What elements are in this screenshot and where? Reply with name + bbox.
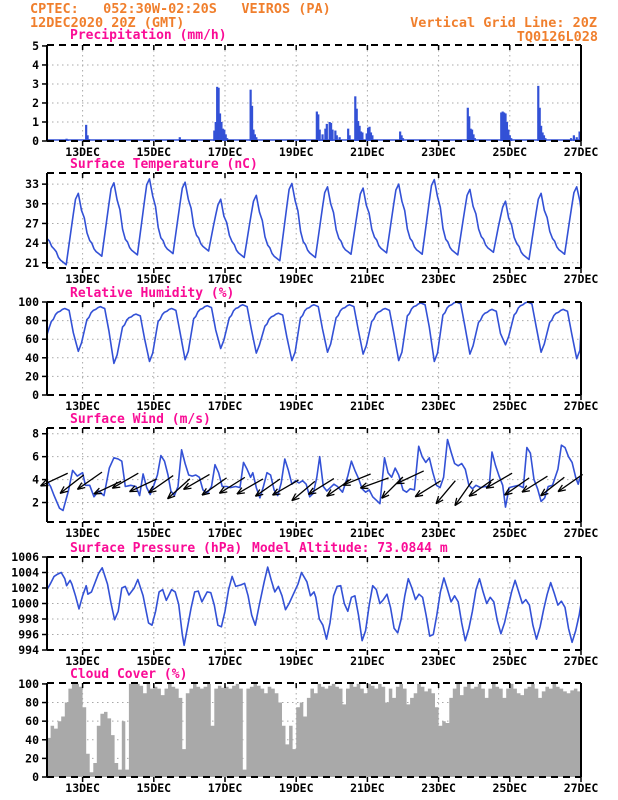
svg-text:27DEC: 27DEC <box>563 272 599 286</box>
pressure-chart <box>11 550 598 668</box>
svg-text:17DEC: 17DEC <box>207 145 243 159</box>
svg-text:996: 996 <box>18 627 39 642</box>
pressure-title: Surface Pressure (hPa) <box>70 541 243 556</box>
svg-text:40: 40 <box>25 732 39 747</box>
svg-text:21DEC: 21DEC <box>350 145 385 159</box>
svg-text:0: 0 <box>32 388 39 402</box>
model-altitude-label: Model Altitude: 73.0844 m <box>252 541 448 556</box>
grid-line-note: Vertical Grid Line: 20Z <box>410 15 597 31</box>
svg-text:21DEC: 21DEC <box>350 781 385 795</box>
humidity-chart <box>18 295 598 413</box>
svg-text:27DEC: 27DEC <box>563 654 599 668</box>
svg-text:4: 4 <box>32 57 39 72</box>
model-run-id: TQ0126L028 <box>516 29 598 45</box>
svg-text:0: 0 <box>32 770 39 784</box>
svg-text:80: 80 <box>25 695 39 710</box>
precipitation-chart <box>32 39 598 159</box>
svg-text:27DEC: 27DEC <box>563 526 599 540</box>
svg-text:25DEC: 25DEC <box>492 399 528 413</box>
svg-text:13DEC: 13DEC <box>65 526 100 540</box>
svg-text:23DEC: 23DEC <box>421 654 456 668</box>
svg-text:1: 1 <box>32 114 39 129</box>
svg-text:2: 2 <box>32 495 39 510</box>
svg-text:27DEC: 27DEC <box>563 399 599 413</box>
svg-text:19DEC: 19DEC <box>278 781 314 795</box>
temperature-chart <box>25 173 598 286</box>
svg-text:40: 40 <box>25 350 39 365</box>
svg-text:23DEC: 23DEC <box>421 145 456 159</box>
svg-text:27: 27 <box>25 216 39 231</box>
svg-text:17DEC: 17DEC <box>207 654 243 668</box>
svg-text:100: 100 <box>18 295 39 309</box>
svg-text:25DEC: 25DEC <box>492 654 528 668</box>
svg-text:23DEC: 23DEC <box>421 272 456 286</box>
svg-text:25DEC: 25DEC <box>492 526 528 540</box>
svg-text:15DEC: 15DEC <box>136 399 172 413</box>
svg-text:19DEC: 19DEC <box>278 145 314 159</box>
svg-text:15DEC: 15DEC <box>136 654 172 668</box>
svg-text:13DEC: 13DEC <box>65 272 100 286</box>
wind-title: Surface Wind (m/s) <box>70 412 211 427</box>
svg-text:1004: 1004 <box>11 565 39 580</box>
svg-text:60: 60 <box>25 332 39 347</box>
svg-text:994: 994 <box>18 643 39 657</box>
svg-text:998: 998 <box>18 612 39 626</box>
svg-text:17DEC: 17DEC <box>207 526 243 540</box>
humidity-title: Relative Humidity (%) <box>70 286 235 301</box>
svg-text:21DEC: 21DEC <box>350 399 385 413</box>
svg-text:19DEC: 19DEC <box>278 272 314 286</box>
svg-text:17DEC: 17DEC <box>207 781 243 795</box>
svg-text:8: 8 <box>32 426 39 441</box>
svg-text:17DEC: 17DEC <box>207 272 243 286</box>
svg-text:19DEC: 19DEC <box>278 526 314 540</box>
svg-text:3: 3 <box>32 76 39 91</box>
svg-text:5: 5 <box>32 38 39 53</box>
svg-text:13DEC: 13DEC <box>65 145 100 159</box>
svg-text:25DEC: 25DEC <box>492 272 528 286</box>
wind-chart <box>32 427 598 540</box>
svg-text:6: 6 <box>32 449 39 464</box>
svg-text:23DEC: 23DEC <box>421 399 456 413</box>
svg-text:4: 4 <box>32 472 39 487</box>
svg-text:21: 21 <box>25 255 39 270</box>
svg-text:2: 2 <box>32 95 39 110</box>
svg-text:60: 60 <box>25 714 39 729</box>
svg-text:25DEC: 25DEC <box>492 781 528 795</box>
svg-text:15DEC: 15DEC <box>136 272 172 286</box>
svg-text:13DEC: 13DEC <box>65 654 100 668</box>
svg-text:27DEC: 27DEC <box>563 145 599 159</box>
svg-text:21DEC: 21DEC <box>350 654 385 668</box>
svg-text:25DEC: 25DEC <box>492 145 528 159</box>
svg-text:15DEC: 15DEC <box>136 145 172 159</box>
temperature-title: Surface Temperature (nC) <box>70 157 258 172</box>
svg-text:80: 80 <box>25 313 39 328</box>
cloud-cover-title: Cloud Cover (%) <box>70 667 188 682</box>
svg-text:1002: 1002 <box>11 581 39 595</box>
svg-text:27DEC: 27DEC <box>563 781 599 795</box>
svg-text:13DEC: 13DEC <box>65 781 100 795</box>
svg-text:1006: 1006 <box>11 550 39 564</box>
svg-text:13DEC: 13DEC <box>65 399 100 413</box>
svg-text:19DEC: 19DEC <box>278 399 314 413</box>
svg-text:100: 100 <box>18 676 39 691</box>
svg-text:23DEC: 23DEC <box>421 781 456 795</box>
cloud-cover-chart <box>18 677 598 795</box>
svg-text:19DEC: 19DEC <box>278 654 314 668</box>
svg-text:20: 20 <box>25 369 39 384</box>
svg-text:30: 30 <box>25 196 39 211</box>
svg-text:33: 33 <box>25 177 39 192</box>
station-header: CPTEC: 052:30W-02:20S VEIROS (PA) <box>30 1 331 17</box>
svg-text:0: 0 <box>32 134 39 148</box>
svg-text:21DEC: 21DEC <box>350 526 385 540</box>
svg-text:24: 24 <box>25 236 39 251</box>
run-datetime: 12DEC2020 20Z (GMT) <box>30 15 185 31</box>
svg-text:23DEC: 23DEC <box>421 526 456 540</box>
svg-text:17DEC: 17DEC <box>207 399 243 413</box>
svg-text:21DEC: 21DEC <box>350 272 385 286</box>
svg-text:15DEC: 15DEC <box>136 781 172 795</box>
svg-text:20: 20 <box>25 751 39 766</box>
precipitation-title: Precipitation (mm/h) <box>70 28 227 43</box>
svg-text:1000: 1000 <box>11 596 39 611</box>
svg-text:15DEC: 15DEC <box>136 526 172 540</box>
